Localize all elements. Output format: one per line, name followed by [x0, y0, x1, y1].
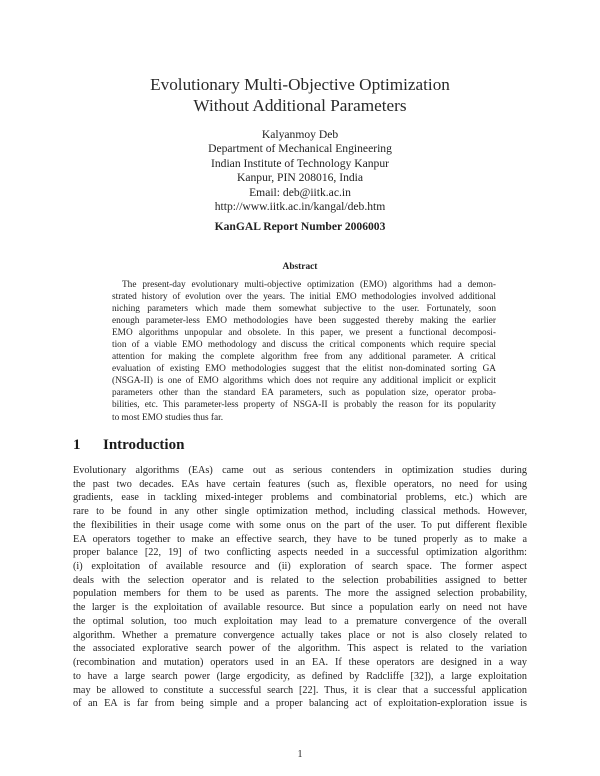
body-line: EA operators together to make an effective search, they have to be tuned properly as to make a: [73, 533, 527, 545]
page-number: 1: [297, 749, 303, 760]
affiliation-line: Indian Institute of Technology Kanpur: [211, 156, 389, 170]
body-line: gradients, ease in tackling mixed-integer problems and combinatorial problems, etc.) which are: [73, 492, 527, 504]
introduction-body: [73, 464, 527, 711]
body-line: of an EA is far from being simple and a proper balancing act of exploitation-exploration issue is: [73, 698, 527, 710]
affiliation-line: Department of Mechanical Engineering: [208, 142, 392, 156]
author-block: [0, 128, 600, 214]
body-line: proper balance [22, 19] of two conflicting aspects needed in a successful optimization algorithm:: [73, 547, 527, 559]
affiliation-line: Kanpur, PIN 208016, India: [236, 171, 364, 185]
body-line: may be allowed to constitute a successful search [22]. Thus, it is clear that a successful application: [73, 684, 527, 696]
abstract-line: The present-day evolutionary multi-objective optimization (EMO) algorithms had a demon-: [122, 280, 496, 290]
body-line: algorithm. Whether a premature convergence actually takes place or not is also closely related to: [73, 629, 527, 641]
body-line: the past two decades. EAs have certain features (such as, flexible operators, no need for using: [73, 478, 527, 490]
abstract-line: attention for making the complete algorithm free from any additional parameter. A critical: [112, 352, 496, 363]
abstract-line: enough parameter-less EMO methodologies have been suggested thereby making the earlier: [112, 316, 496, 327]
paper-title: [0, 74, 600, 116]
body-line: rare to be found in any other single optimization method, including classical methods. However,: [73, 506, 527, 518]
author-name: Kalyanmoy Deb: [261, 128, 339, 141]
body-line: deals with the selection operator and is related to the selection probabilities assigned to better: [73, 574, 527, 586]
body-line: (recombination and mutation) operators used in an EA. If these operators are designed in a way: [73, 657, 527, 669]
abstract-line: evaluation of existing EMO methodologies suggest that the elitist non-dominated sorting GA: [112, 364, 496, 375]
section-number: 1: [73, 437, 81, 453]
body-line: population members for them to be used as parents. The more the assigned selection probability,: [73, 588, 527, 600]
body-line: to have a large search power (large ergodicity, as defined by Radcliffe [32]), a large exploitation: [73, 670, 527, 682]
body-line: (i) exploitation of available resource and (ii) exploration of search space. The former aspect: [73, 561, 527, 573]
section-title: Introduction: [103, 437, 185, 453]
abstract-line: to most EMO studies thus far.: [112, 412, 224, 423]
abstract-line: parameters other than the standard EA parameters, such as population size, operator proba-: [112, 388, 496, 399]
abstract-line: niching parameters which made them somewhat subjective to the user. Fortunately, soon: [112, 304, 496, 315]
abstract-body: [112, 279, 496, 424]
abstract-line: EMO algorithms unpopular and obsolete. In this paper, we present a functional decomposi-: [112, 328, 496, 339]
title-line: Evolutionary Multi-Objective Optimization: [150, 75, 450, 94]
body-line: the flexibilities in their usage come with some onus on the part of the user. To put different flexible: [73, 519, 527, 531]
section-heading: [73, 437, 184, 454]
abstract-heading: Abstract: [282, 262, 318, 272]
author-email: Email: deb@iitk.ac.in: [249, 185, 351, 199]
title-line: Without Additional Parameters: [193, 96, 407, 115]
author-url: http://www.iitk.ac.in/kangal/deb.htm: [214, 200, 386, 214]
abstract-line: (NSGA-II) is one of EMO algorithms which does not require any additional implicit or explicit: [112, 376, 496, 387]
body-line: Evolutionary algorithms (EAs) came out as serious contenders in optimization studies during: [73, 465, 527, 476]
abstract-line: bilities, etc. This parameter-less property of NSGA-II is probably the reason for its popularity: [112, 400, 496, 411]
body-line: the optimal solution, too much exploitation may lead to a premature convergence of the overall: [73, 615, 527, 627]
body-line: the associated explorative search power of the algorithm. This aspect is related to the variation: [73, 643, 527, 655]
abstract-line: tion of a viable EMO methodology and discuss the critical components which require special: [112, 340, 496, 351]
abstract-line: strated history of evolution over the years. The initial EMO methodologies involved additional: [112, 292, 496, 303]
body-line: the larger is the exploitation of available resource. But since a population early on need not have: [73, 602, 527, 614]
report-number: KanGAL Report Number 2006003: [214, 220, 386, 233]
